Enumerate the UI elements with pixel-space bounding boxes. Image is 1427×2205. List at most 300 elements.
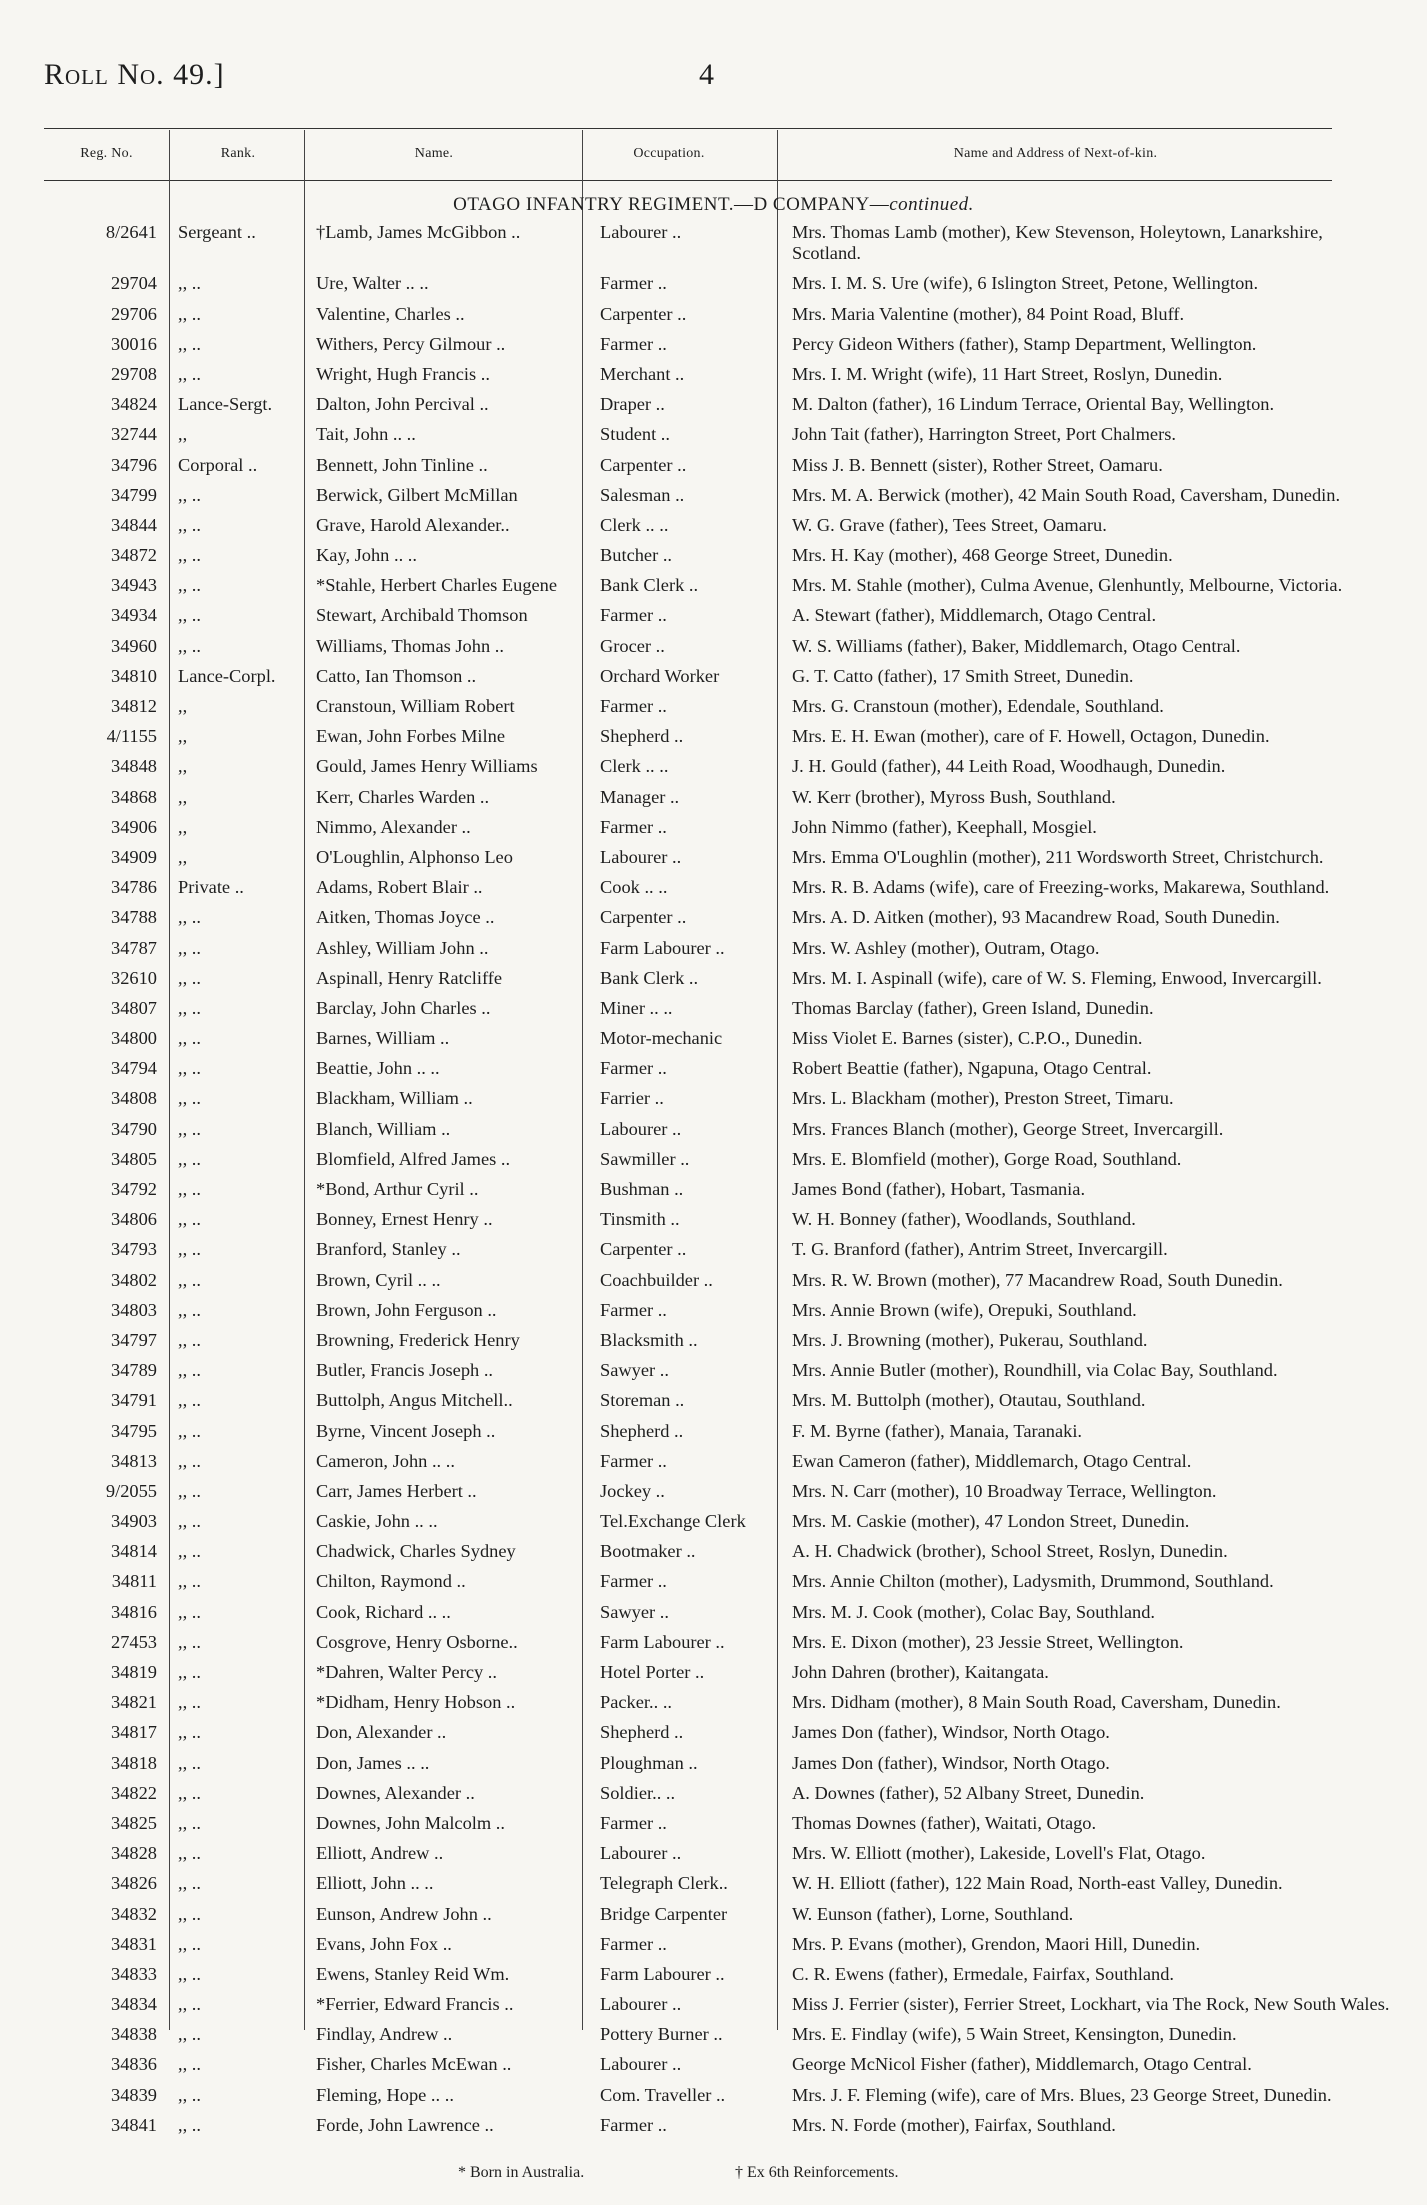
table-row <box>44 1421 1344 1451</box>
cell-name: Buttolph, Angus Mitchell.. <box>316 1390 513 1411</box>
cell-occupation: Miner .. .. <box>600 997 673 1018</box>
cell-rank: ,, .. <box>178 1450 201 1471</box>
cell-reg-no: 34825 <box>111 1812 157 1833</box>
cell-occupation: Carpenter .. <box>600 1239 687 1260</box>
cell-occupation: Clerk .. .. <box>600 756 669 777</box>
cell-occupation: Coachbuilder .. <box>600 1269 713 1290</box>
cell-occupation: Carpenter .. <box>600 454 687 475</box>
cell-rank: ,, .. <box>178 1299 201 1320</box>
col-header-reg-no: Reg. No. <box>80 146 133 161</box>
table-row <box>44 1239 1344 1269</box>
cell-name: Valentine, Charles .. <box>316 303 465 324</box>
cell-rank: Private .. <box>178 877 244 898</box>
table-row <box>44 1873 1344 1903</box>
cell-name: Catto, Ian Thomson .. <box>316 665 477 686</box>
table-row <box>44 1088 1344 1118</box>
table-row <box>44 1149 1344 1179</box>
cell-reg-no: 34818 <box>111 1752 157 1773</box>
cell-reg-no: 30016 <box>111 333 157 354</box>
col-header-rank: Rank. <box>220 146 256 161</box>
cell-occupation: Sawmiller .. <box>600 1148 690 1169</box>
cell-name: Eunson, Andrew John .. <box>316 1903 492 1924</box>
cell-occupation: Student .. <box>600 424 670 445</box>
cell-occupation: Farmer .. <box>600 1299 667 1320</box>
cell-occupation: Farm Labourer .. <box>600 1631 725 1652</box>
cell-rank: ,, .. <box>178 1903 201 1924</box>
cell-name: *Didham, Henry Hobson .. <box>316 1692 516 1713</box>
cell-occupation: Manager .. <box>600 786 680 807</box>
cell-reg-no: 34868 <box>111 786 157 807</box>
cell-reg-no: 34831 <box>111 1933 157 1954</box>
cell-occupation: Farmer .. <box>600 1058 667 1079</box>
cell-next-of-kin: G. T. Catto (father), 17 Smith Street, Dunedin. <box>792 665 1134 686</box>
cell-reg-no: 34832 <box>111 1903 157 1924</box>
cell-next-of-kin: Mrs. W. Elliott (mother), Lakeside, Lovell's Flat, Otago. <box>792 1843 1206 1864</box>
table-row <box>44 485 1344 515</box>
cell-reg-no: 34792 <box>111 1179 157 1200</box>
table-row <box>44 1994 1390 2024</box>
cell-name: Downes, Alexander .. <box>316 1782 475 1803</box>
table-row <box>44 636 1344 666</box>
cell-next-of-kin: John Dahren (brother), Kaitangata. <box>792 1662 1049 1683</box>
table-row <box>44 1722 1344 1752</box>
footnotes <box>0 2164 1427 2188</box>
table-row <box>44 877 1344 907</box>
cell-reg-no: 34810 <box>111 665 157 686</box>
cell-next-of-kin: C. R. Ewens (father), Ermedale, Fairfax, Southland. <box>792 1963 1175 1984</box>
cell-next-of-kin: Mrs. H. Kay (mother), 468 George Street, Dunedin. <box>792 545 1173 566</box>
cell-occupation: Labourer .. <box>600 222 682 242</box>
cell-name: Withers, Percy Gilmour .. <box>316 333 506 354</box>
cell-occupation: Bridge Carpenter <box>600 1903 728 1924</box>
table-row <box>44 1270 1344 1300</box>
cell-next-of-kin: Mrs. E. Findlay (wife), 5 Wain Street, Kensington, Dunedin. <box>792 2024 1237 2045</box>
cell-rank: ,, .. <box>178 514 201 535</box>
cell-occupation: Labourer .. <box>600 1994 682 2015</box>
cell-next-of-kin: W. Kerr (brother), Myross Bush, Southland. <box>792 786 1116 807</box>
cell-name: Aspinall, Henry Ratcliffe <box>316 967 503 988</box>
section-title-main: OTAGO INFANTRY REGIMENT.—D COMPANY— <box>453 194 890 215</box>
cell-occupation: Carpenter .. <box>600 907 687 928</box>
cell-rank: ,, .. <box>178 635 201 656</box>
table-row <box>44 756 1344 786</box>
cell-rank: ,, .. <box>178 2024 201 2045</box>
cell-rank: ,, .. <box>178 1873 201 1894</box>
cell-reg-no: 34839 <box>111 2084 157 2105</box>
cell-rank: ,, .. <box>178 967 201 988</box>
cell-occupation: Bank Clerk .. <box>600 967 699 988</box>
cell-occupation: Farmer .. <box>600 2114 667 2135</box>
cell-next-of-kin: J. H. Gould (father), 44 Leith Road, Woodhaugh, Dunedin. <box>792 756 1226 777</box>
cell-rank: ,, .. <box>178 2054 201 2075</box>
cell-reg-no: 34817 <box>111 1722 157 1743</box>
table-row <box>44 726 1344 756</box>
cell-reg-no: 29708 <box>111 363 157 384</box>
cell-name: Cook, Richard .. .. <box>316 1601 451 1622</box>
cell-name: Tait, John .. .. <box>316 424 416 445</box>
cell-rank: Lance-Sergt. <box>178 394 273 415</box>
cell-name: Bennett, John Tinline .. <box>316 454 488 475</box>
table-row <box>44 1541 1344 1571</box>
cell-name: *Stahle, Herbert Charles Eugene <box>316 575 558 596</box>
cell-rank: ,, .. <box>178 1782 201 1803</box>
cell-rank: ,, .. <box>178 1963 201 1984</box>
cell-name: Berwick, Gilbert McMillan <box>316 484 518 505</box>
cell-reg-no: 34943 <box>111 575 157 596</box>
cell-next-of-kin: W. S. Williams (father), Baker, Middlemarch, Otago Central. <box>792 635 1241 656</box>
cell-name: Nimmo, Alexander .. <box>316 816 471 837</box>
cell-occupation: Orchard Worker <box>600 665 720 686</box>
cell-next-of-kin: Mrs. Annie Butler (mother), Roundhill, via Colac Bay, Southland. <box>792 1360 1278 1381</box>
cell-next-of-kin: Mrs. M. J. Cook (mother), Colac Bay, Southland. <box>792 1601 1156 1622</box>
cell-next-of-kin: Mrs. N. Forde (mother), Fairfax, Southland. <box>792 2114 1116 2135</box>
cell-rank: ,, <box>178 696 188 717</box>
cell-next-of-kin: James Don (father), Windsor, North Otago. <box>792 1722 1110 1743</box>
footnote-born-australia: * Born in Australia. <box>458 2164 585 2181</box>
cell-name: *Dahren, Walter Percy .. <box>316 1662 497 1683</box>
cell-name: Dalton, John Percival .. <box>316 394 489 415</box>
cell-next-of-kin: Miss J. B. Bennett (sister), Rother Street, Oamaru. <box>792 454 1163 475</box>
cell-rank: ,, .. <box>178 1722 201 1743</box>
cell-name: Adams, Robert Blair .. <box>316 877 483 898</box>
table-row <box>44 605 1344 635</box>
cell-name: Barnes, William .. <box>316 1028 450 1049</box>
cell-name: Findlay, Andrew .. <box>316 2024 453 2045</box>
cell-next-of-kin: John Tait (father), Harrington Street, Port Chalmers. <box>792 424 1176 445</box>
cell-next-of-kin: James Bond (father), Hobart, Tasmania. <box>792 1179 1086 1200</box>
cell-occupation: Farmer .. <box>600 333 667 354</box>
cell-occupation: Salesman .. <box>600 484 685 505</box>
table-row <box>44 394 1344 424</box>
cell-occupation: Merchant .. <box>600 363 685 384</box>
cell-rank: ,, .. <box>178 2114 201 2135</box>
table-row <box>44 2054 1344 2084</box>
cell-next-of-kin: Miss Violet E. Barnes (sister), C.P.O., Dunedin. <box>792 1028 1143 1049</box>
cell-reg-no: 34805 <box>111 1148 157 1169</box>
table-row <box>44 968 1344 998</box>
cell-rank: ,, .. <box>178 997 201 1018</box>
cell-next-of-kin: Mrs. Thomas Lamb (mother), Kew Stevenson, Holeytown, Lanarkshire, Scotland. <box>792 222 1323 264</box>
cell-occupation: Labourer .. <box>600 1118 682 1139</box>
cell-rank: ,, .. <box>178 1933 201 1954</box>
cell-next-of-kin: Mrs. M. I. Aspinall (wife), care of W. S. Fleming, Enwood, Invercargill. <box>792 967 1322 988</box>
header-top-rule <box>44 128 1332 129</box>
table-row <box>44 1179 1344 1209</box>
cell-reg-no: 34960 <box>111 635 157 656</box>
cell-reg-no: 34816 <box>111 1601 157 1622</box>
cell-reg-no: 34788 <box>111 907 157 928</box>
cell-rank: ,, .. <box>178 1209 201 1230</box>
cell-next-of-kin: Mrs. Frances Blanch (mother), George Street, Invercargill. <box>792 1118 1224 1139</box>
cell-name: Downes, John Malcolm .. <box>316 1812 505 1833</box>
table-row <box>44 847 1344 877</box>
cell-next-of-kin: Mrs. P. Evans (mother), Grendon, Maori Hill, Dunedin. <box>792 1933 1201 1954</box>
cell-rank: ,, .. <box>178 545 201 566</box>
cell-rank: ,, .. <box>178 303 201 324</box>
cell-occupation: Sawyer .. <box>600 1360 669 1381</box>
cell-rank: ,, .. <box>178 1843 201 1864</box>
table-row <box>44 787 1344 817</box>
cell-occupation: Farmer .. <box>600 696 667 717</box>
cell-name: Kerr, Charles Warden .. <box>316 786 490 807</box>
table-row <box>44 304 1344 334</box>
cell-next-of-kin: James Don (father), Windsor, North Otago. <box>792 1752 1110 1773</box>
cell-rank: ,, .. <box>178 1118 201 1139</box>
cell-name: Browning, Frederick Henry <box>316 1329 520 1350</box>
cell-next-of-kin: John Nimmo (father), Keephall, Mosgiel. <box>792 816 1097 837</box>
table-row <box>44 1390 1344 1420</box>
section-title <box>0 194 1427 216</box>
table-row <box>44 575 1344 605</box>
table-row <box>44 1571 1344 1601</box>
cell-next-of-kin: A. Downes (father), 52 Albany Street, Dunedin. <box>792 1782 1145 1803</box>
cell-name: *Ferrier, Edward Francis .. <box>316 1994 514 2015</box>
cell-rank: ,, .. <box>178 1480 201 1501</box>
cell-name: Cranstoun, William Robert <box>316 696 515 717</box>
cell-occupation: Shepherd .. <box>600 726 684 747</box>
cell-reg-no: 34872 <box>111 545 157 566</box>
cell-occupation: Farm Labourer .. <box>600 937 725 958</box>
cell-reg-no: 34800 <box>111 1028 157 1049</box>
col-header-name: Name. <box>414 146 454 161</box>
cell-rank: ,, <box>178 726 188 747</box>
cell-occupation: Labourer .. <box>600 1843 682 1864</box>
cell-reg-no: 34906 <box>111 816 157 837</box>
table-row <box>44 2024 1344 2054</box>
cell-occupation: Com. Traveller .. <box>600 2084 726 2105</box>
table-row <box>44 2085 1344 2115</box>
cell-occupation: Tel.Exchange Clerk <box>600 1511 746 1532</box>
table-row <box>44 545 1344 575</box>
cell-occupation: Tinsmith .. <box>600 1209 680 1230</box>
cell-reg-no: 34791 <box>111 1390 157 1411</box>
cell-name: Bonney, Ernest Henry .. <box>316 1209 493 1230</box>
cell-occupation: Motor-mechanic <box>600 1028 723 1049</box>
cell-reg-no: 34797 <box>111 1329 157 1350</box>
cell-occupation: Sawyer .. <box>600 1601 669 1622</box>
cell-reg-no: 34799 <box>111 484 157 505</box>
cell-occupation: Farmer .. <box>600 1450 667 1471</box>
cell-rank: Corporal .. <box>178 454 258 475</box>
cell-rank: ,, .. <box>178 1028 201 1049</box>
cell-name: Blomfield, Alfred James .. <box>316 1148 511 1169</box>
cell-reg-no: 34802 <box>111 1269 157 1290</box>
table-row <box>44 907 1344 937</box>
cell-reg-no: 29706 <box>111 303 157 324</box>
cell-rank: ,, .. <box>178 273 201 294</box>
cell-next-of-kin: Mrs. R. W. Brown (mother), 77 Macandrew Road, South Dunedin. <box>792 1269 1283 1290</box>
table-row <box>44 1300 1344 1330</box>
cell-reg-no: 34903 <box>111 1511 157 1532</box>
cell-name: Blanch, William .. <box>316 1118 451 1139</box>
table-row <box>44 1632 1344 1662</box>
cell-reg-no: 34814 <box>111 1541 157 1562</box>
cell-occupation: Draper .. <box>600 394 665 415</box>
cell-next-of-kin: Mrs. E. Dixon (mother), 23 Jessie Street, Wellington. <box>792 1631 1184 1652</box>
cell-name: Evans, John Fox .. <box>316 1933 452 1954</box>
cell-reg-no: 34796 <box>111 454 157 475</box>
cell-occupation: Blacksmith .. <box>600 1329 698 1350</box>
cell-rank: ,, .. <box>178 1360 201 1381</box>
cell-next-of-kin: Mrs. L. Blackham (mother), Preston Street, Timaru. <box>792 1088 1174 1109</box>
cell-name: Ewens, Stanley Reid Wm. <box>316 1963 510 1984</box>
column-headers <box>44 130 1332 180</box>
cell-next-of-kin: Thomas Downes (father), Waitati, Otago. <box>792 1812 1097 1833</box>
cell-occupation: Farmer .. <box>600 816 667 837</box>
cell-next-of-kin: Percy Gideon Withers (father), Stamp Department, Wellington. <box>792 333 1257 354</box>
cell-next-of-kin: Mrs. G. Cranstoun (mother), Edendale, Southland. <box>792 696 1164 717</box>
cell-occupation: Farmer .. <box>600 1933 667 1954</box>
cell-reg-no: 34909 <box>111 846 157 867</box>
cell-next-of-kin: Mrs. R. B. Adams (wife), care of Freezing-works, Makarewa, Southland. <box>792 877 1330 898</box>
cell-reg-no: 34828 <box>111 1843 157 1864</box>
cell-next-of-kin: Mrs. M. Buttolph (mother), Otautau, Southland. <box>792 1390 1146 1411</box>
cell-next-of-kin: W. H. Bonney (father), Woodlands, Southland. <box>792 1209 1136 1230</box>
cell-next-of-kin: W. Eunson (father), Lorne, Southland. <box>792 1903 1074 1924</box>
header-bottom-rule <box>44 180 1332 181</box>
cell-rank: ,, .. <box>178 937 201 958</box>
table-row <box>44 1058 1344 1088</box>
cell-name: Cameron, John .. .. <box>316 1450 455 1471</box>
table-row <box>44 222 1344 273</box>
cell-name: Elliott, John .. .. <box>316 1873 434 1894</box>
table-row <box>44 1119 1344 1149</box>
cell-rank: ,, .. <box>178 575 201 596</box>
cell-name: Brown, Cyril .. .. <box>316 1269 441 1290</box>
cell-rank: ,, .. <box>178 1179 201 1200</box>
cell-next-of-kin: W. H. Elliott (father), 122 Main Road, North-east Valley, Dunedin. <box>792 1873 1283 1894</box>
cell-reg-no: 34793 <box>111 1239 157 1260</box>
table-row <box>44 1964 1344 1994</box>
cell-reg-no: 34822 <box>111 1782 157 1803</box>
cell-rank: ,, .. <box>178 1390 201 1411</box>
cell-reg-no: 34826 <box>111 1873 157 1894</box>
cell-occupation: Bootmaker .. <box>600 1541 696 1562</box>
cell-next-of-kin: W. G. Grave (father), Tees Street, Oamaru. <box>792 514 1107 535</box>
cell-reg-no: 32744 <box>111 424 157 445</box>
table-row <box>44 998 1344 1028</box>
cell-reg-no: 34838 <box>111 2024 157 2045</box>
cell-next-of-kin: Mrs. N. Carr (mother), 10 Broadway Terrace, Wellington. <box>792 1480 1217 1501</box>
cell-rank: ,, .. <box>178 1239 201 1260</box>
table-row <box>44 696 1344 726</box>
cell-occupation: Grocer .. <box>600 635 665 656</box>
cell-rank: ,, <box>178 786 188 807</box>
cell-reg-no: 34841 <box>111 2114 157 2135</box>
cell-name: Grave, Harold Alexander.. <box>316 514 510 535</box>
table-row <box>44 817 1344 847</box>
cell-occupation: Farm Labourer .. <box>600 1963 725 1984</box>
cell-rank: ,, .. <box>178 363 201 384</box>
cell-rank: ,, .. <box>178 1511 201 1532</box>
cell-reg-no: 34808 <box>111 1088 157 1109</box>
table-row <box>44 666 1344 696</box>
cell-next-of-kin: A. Stewart (father), Middlemarch, Otago Central. <box>792 605 1157 626</box>
cell-next-of-kin: Ewan Cameron (father), Middlemarch, Otago Central. <box>792 1450 1192 1471</box>
table-row <box>44 1692 1344 1722</box>
cell-reg-no: 34787 <box>111 937 157 958</box>
cell-rank: ,, .. <box>178 1571 201 1592</box>
cell-rank: ,, <box>178 756 188 777</box>
cell-next-of-kin: Mrs. I. M. S. Ure (wife), 6 Islington Street, Petone, Wellington. <box>792 273 1259 294</box>
cell-name: *Bond, Arthur Cyril .. <box>316 1179 479 1200</box>
cell-rank: ,, .. <box>178 1601 201 1622</box>
cell-reg-no: 34833 <box>111 1963 157 1984</box>
cell-reg-no: 34813 <box>111 1450 157 1471</box>
cell-name: Forde, John Lawrence .. <box>316 2114 494 2135</box>
cell-name: Ashley, William John .. <box>316 937 489 958</box>
table-row <box>44 1602 1344 1632</box>
cell-reg-no: 9/2055 <box>105 1480 157 1501</box>
cell-next-of-kin: Mrs. Annie Chilton (mother), Ladysmith, Drummond, Southland. <box>792 1571 1274 1592</box>
cell-reg-no: 34836 <box>111 2054 157 2075</box>
cell-next-of-kin: Mrs. M. Stahle (mother), Culma Avenue, Glenhuntly, Melbourne, Victoria. <box>792 575 1343 596</box>
table-row <box>44 1511 1344 1541</box>
cell-name: Aitken, Thomas Joyce .. <box>316 907 495 928</box>
cell-occupation: Carpenter .. <box>600 303 687 324</box>
cell-occupation: Farmer .. <box>600 273 667 294</box>
cell-rank: ,, <box>178 846 188 867</box>
cell-occupation: Storeman .. <box>600 1390 685 1411</box>
cell-occupation: Bushman .. <box>600 1179 684 1200</box>
cell-occupation: Farmer .. <box>600 1571 667 1592</box>
cell-occupation: Butcher .. <box>600 545 673 566</box>
cell-rank: ,, <box>178 424 188 445</box>
cell-next-of-kin: M. Dalton (father), 16 Lindum Terrace, Oriental Bay, Wellington. <box>792 394 1275 415</box>
cell-name: †Lamb, James McGibbon .. <box>316 222 521 242</box>
cell-name: Barclay, John Charles .. <box>316 997 491 1018</box>
cell-name: Fleming, Hope .. .. <box>316 2084 454 2105</box>
cell-reg-no: 4/1155 <box>106 726 157 747</box>
cell-reg-no: 34807 <box>111 997 157 1018</box>
table-row <box>44 1209 1344 1239</box>
cell-name: Kay, John .. .. <box>316 545 417 566</box>
table-row <box>44 515 1344 545</box>
table-row <box>44 1451 1344 1481</box>
cell-rank: ,, .. <box>178 1269 201 1290</box>
table-row <box>44 1481 1344 1511</box>
table-row <box>44 1753 1344 1783</box>
cell-reg-no: 32610 <box>111 967 157 988</box>
cell-occupation: Shepherd .. <box>600 1420 684 1441</box>
table-row <box>44 1843 1344 1873</box>
cell-next-of-kin: T. G. Branford (father), Antrim Street, Invercargill. <box>792 1239 1168 1260</box>
cell-occupation: Farmer .. <box>600 1812 667 1833</box>
cell-reg-no: 27453 <box>111 1631 157 1652</box>
cell-rank: ,, .. <box>178 1329 201 1350</box>
cell-reg-no: 34803 <box>111 1299 157 1320</box>
cell-rank: ,, .. <box>178 1692 201 1713</box>
cell-rank: ,, .. <box>178 333 201 354</box>
cell-next-of-kin: George McNicol Fisher (father), Middlemarch, Otago Central. <box>792 2054 1252 2075</box>
cell-name: Chilton, Raymond .. <box>316 1571 466 1592</box>
cell-reg-no: 34789 <box>111 1360 157 1381</box>
cell-next-of-kin: A. H. Chadwick (brother), School Street, Roslyn, Dunedin. <box>792 1541 1228 1562</box>
cell-rank: ,, .. <box>178 1812 201 1833</box>
cell-occupation: Bank Clerk .. <box>600 575 699 596</box>
cell-next-of-kin: F. M. Byrne (father), Manaia, Taranaki. <box>792 1420 1083 1441</box>
page-number: 4 <box>699 58 714 91</box>
cell-name: Chadwick, Charles Sydney <box>316 1541 516 1562</box>
table-row <box>44 334 1344 364</box>
cell-reg-no: 34819 <box>111 1662 157 1683</box>
cell-rank: ,, .. <box>178 1994 201 2015</box>
cell-name: Cosgrove, Henry Osborne.. <box>316 1631 518 1652</box>
cell-next-of-kin: Miss J. Ferrier (sister), Ferrier Street, Lockhart, via The Rock, New South Wales. <box>792 1994 1390 2015</box>
cell-name: Williams, Thomas John .. <box>316 635 504 656</box>
cell-occupation: Ploughman .. <box>600 1752 698 1773</box>
table-row <box>44 1662 1344 1692</box>
